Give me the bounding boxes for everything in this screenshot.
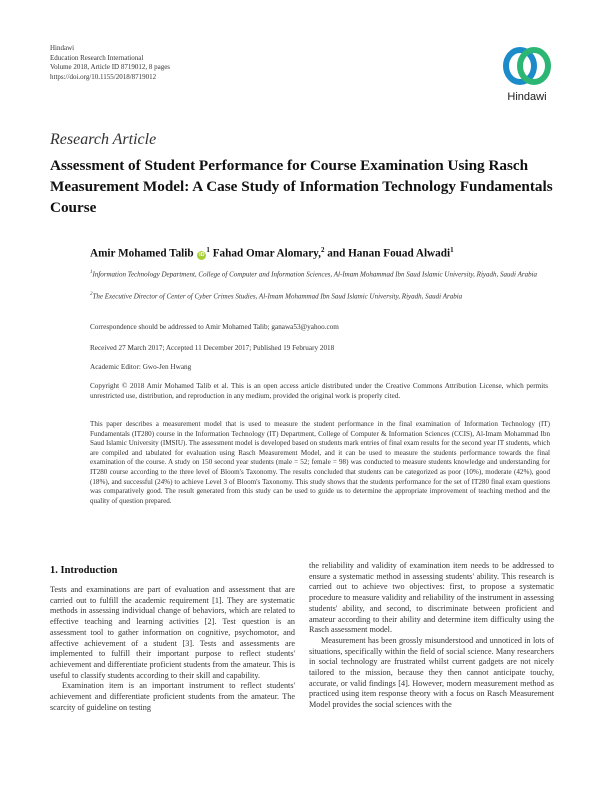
journal-publisher: Hindawi xyxy=(50,44,75,52)
author-affiliation-mark: 2 xyxy=(320,246,325,254)
author-name: Fahad Omar Alomary, xyxy=(212,247,321,260)
left-column xyxy=(50,585,295,713)
author-affiliation-mark: 1 xyxy=(206,246,210,254)
publication-dates: Received 27 March 2017; Accepted 11 December 2017; Published 19 February 2018 xyxy=(90,344,335,352)
academic-editor: Academic Editor: Gwo-Jen Hwang xyxy=(90,363,192,371)
affiliation xyxy=(90,268,550,280)
author-list xyxy=(90,246,454,260)
abstract: This paper describes a measurement model that is used to measure the student performance in the final examination of Information Technology (IT) Fundamentals (IT280) course in the Information Technology (IT) Department, College of Computer & Information Sciences (CCIS), Al-Imam Mohammad Ibn Saud Islamic University (IMSIU). The assessment model is developed based on students mark entries of final exam results for the second year IT students, which are compiled and tabulated for evaluation using Rasch Measurement Model, and it can be used to measure the students performance towards the final examination of the course. A study on 150 second year students (male = 52; female = 98) was conducted to measure students knowledge and understanding for IT280 course according to the three level of Bloom's Taxonomy. The results concluded that students can be categorized as poor (10%), moderate (42%), good (18%), and successful (24%) to achieve Level 3 of Bloom's Taxonomy. This study shows that the students performance for the set of IT280 final exam questions was comparatively good. The result generated from this study can be used to guide us to determine the appropriate improvement of teaching method and the quality of question prepared. xyxy=(90,420,550,505)
hindawi-logo xyxy=(497,42,557,106)
journal-name: Education Research International xyxy=(50,53,144,62)
journal-volume: Volume 2018, Article ID 8719012, 8 pages xyxy=(50,63,171,71)
copyright: Copyright © 2018 Amir Mohamed Talib et al. This is an open access article distributed under the Creative Commons Attribution License, which permits unrestricted use, distribution, and reproduction in any medium, provided the original work is properly cited. xyxy=(90,382,548,400)
paragraph: Measurement has been grossly misunderstood and unnoticed in lots of situations, specifically within the field of social science. Many researchers in social technology are frustrated whilst current gadgets are not nicely tailored to the mission, because they then cannot anticipate touchy, accurate, or valid findings [4]. However, modern measurement method as practiced using item response theory with a focus on Rasch Measurement Model provides the social sciences with the xyxy=(309,635,554,710)
journal-info xyxy=(50,44,170,82)
article-title: Assessment of Student Performance for Course Examination Using Rasch Measurement Model: A Case Study of Information Technology Fundamentals Course xyxy=(50,157,553,216)
affiliation xyxy=(90,290,550,302)
hindawi-logo-icon xyxy=(497,42,557,88)
author-name: Amir Mohamed Talib xyxy=(90,247,194,260)
logo-text: Hindawi xyxy=(507,91,547,103)
paragraph: the reliability and validity of examination item needs to be addressed to ensure a systematic method in assessing students' ability. This research is carried out to achieve two objectives: first, to propose a systematic procedure to measure validity and reliability of the instrument in assessing students' ability, and second, to discriminate between proficient and amateur according to their ability and determine item difficulty using the Rasch assessment model. xyxy=(309,561,554,635)
section-title: 1. Introduction xyxy=(50,565,118,576)
affiliation-text: The Executive Director of Center of Cyber Crimes Studies, Al-Imam Mohammad Ibn Saud Islamic University, Riyadh, Saudi Arabia xyxy=(92,292,463,301)
paragraph: Examination item is an important instrument to reflect students' achievement and differentiate proficient students from the amateur. The scarcity of guideline on testing xyxy=(50,681,295,712)
right-column xyxy=(309,561,554,711)
affiliation-mark: 1 xyxy=(90,270,93,275)
orcid-icon[interactable]: iD xyxy=(199,251,205,258)
author-name: and Hanan Fouad Alwadi xyxy=(327,247,451,260)
article-type: Research Article xyxy=(50,131,157,148)
affiliation-text: Information Technology Department, College of Computer and Information Sciences, Al-Imam Mohammad Ibn Saud Islamic University, Riyadh, Saudi Arabia xyxy=(92,270,538,279)
paragraph: Tests and examinations are part of evaluation and assessment that are carried out to fulfill the academic requirement [1]. They are systematic methods in assessing individual change of behaviors, which are related to effective teaching and learning activities [2]. Test question is an assessment tool to gather information on cognitive, psychomotor, and affective achievement of a student [3]. Tests and assessments are implemented to fulfill their important purpose to reflect students' achievement and differentiate proficient students from the amateur. This is useful to classify students according to their skill and capability. xyxy=(50,585,295,680)
author-affiliation-mark: 1 xyxy=(450,246,454,254)
correspondence: Correspondence should be addressed to Amir Mohamed Talib; ganawa53@yahoo.com xyxy=(90,323,339,331)
journal-doi[interactable]: https://doi.org/10.1155/2018/8719012 xyxy=(50,72,157,81)
affiliation-mark: 2 xyxy=(90,292,93,297)
